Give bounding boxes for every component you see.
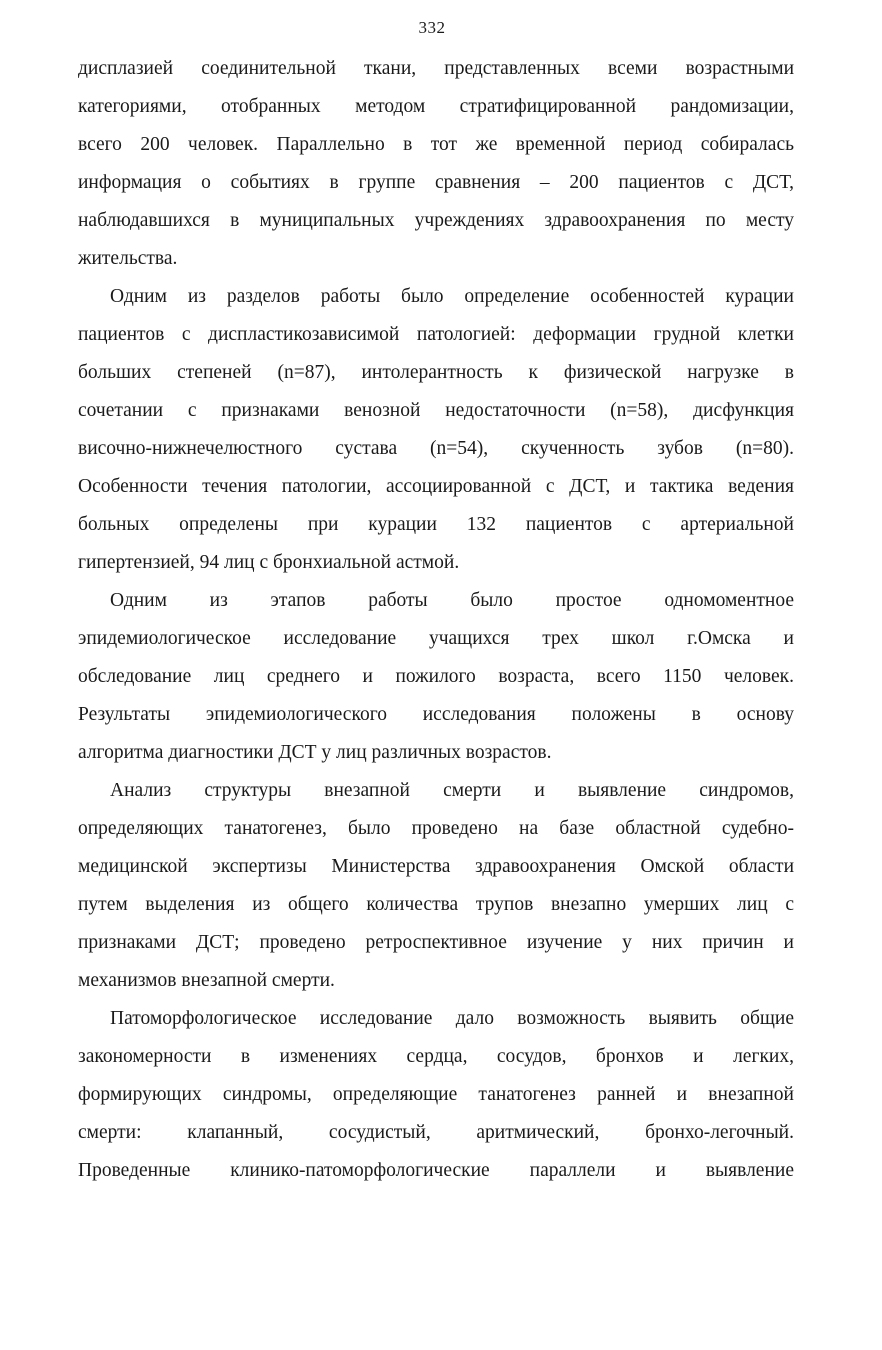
text-line: категориями, отобранных методом стратифицированной рандомизации, (78, 96, 794, 117)
text-line: больных определены при курации 132 пациентов с артериальной (78, 514, 794, 535)
text-line: медицинской экспертизы Министерства здравоохранения Омской области (78, 856, 794, 877)
text-line: обследование лиц среднего и пожилого возраста, всего 1150 человек. (78, 666, 794, 687)
text-line: больших степеней (n=87), интолерантность к физической нагрузке в (78, 362, 794, 383)
text-line: наблюдавшихся в муниципальных учреждениях здравоохранения по месту (78, 210, 794, 231)
text-line: признаками ДСТ; проведено ретроспективное изучение у них причин и (78, 932, 794, 953)
text-line: Особенности течения патологии, ассоциированной с ДСТ, и тактика ведения (78, 476, 794, 497)
text-line: Проведенные клинико-патоморфологические параллели и выявление (78, 1160, 794, 1181)
paragraph-5 (78, 1000, 794, 1190)
text-line: гипертензией, 94 лиц с бронхиальной астмой. (78, 552, 460, 573)
paragraph-2 (78, 278, 794, 582)
paragraph-3 (78, 582, 794, 772)
text-line: Результаты эпидемиологического исследования положены в основу (78, 704, 794, 725)
text-line: Одним из разделов работы было определение особенностей курации (110, 286, 794, 307)
text-line: механизмов внезапной смерти. (78, 970, 335, 991)
body-text (78, 50, 794, 1190)
paragraph-4 (78, 772, 794, 1000)
text-line: пациентов с диспластикозависимой патологией: деформации грудной клетки (78, 324, 794, 345)
text-line: алгоритма диагностики ДСТ у лиц различных возрастов. (78, 742, 552, 763)
text-line: путем выделения из общего количества трупов внезапно умерших лиц с (78, 894, 794, 915)
text-line: всего 200 человек. Параллельно в тот же временной период собиралась (78, 134, 794, 155)
text-line: сочетании с признаками венозной недостаточности (n=58), дисфункция (78, 400, 794, 421)
text-line: Одним из этапов работы было простое одномоментное (110, 590, 794, 611)
text-line: информация о событиях в группе сравнения – 200 пациентов с ДСТ, (78, 172, 794, 193)
text-line: дисплазией соединительной ткани, представленных всеми возрастными (78, 58, 794, 79)
text-line: определяющих танатогенез, было проведено на базе областной судебно- (78, 818, 794, 839)
text-line: эпидемиологическое исследование учащихся трех школ г.Омска и (78, 628, 794, 649)
text-line: формирующих синдромы, определяющие танатогенез ранней и внезапной (78, 1084, 794, 1105)
text-line: Анализ структуры внезапной смерти и выявление синдромов, (110, 780, 794, 801)
text-line: смерти: клапанный, сосудистый, аритмический, бронхо-легочный. (78, 1122, 794, 1143)
text-line: Патоморфологическое исследование дало возможность выявить общие (110, 1008, 794, 1029)
paragraph-1 (78, 50, 794, 278)
text-line: жительства. (78, 248, 178, 269)
text-line: закономерности в изменениях сердца, сосудов, бронхов и легких, (78, 1046, 794, 1067)
text-line: височно-нижнечелюстного сустава (n=54), скученность зубов (n=80). (78, 438, 794, 459)
page-number: 332 (418, 18, 446, 37)
